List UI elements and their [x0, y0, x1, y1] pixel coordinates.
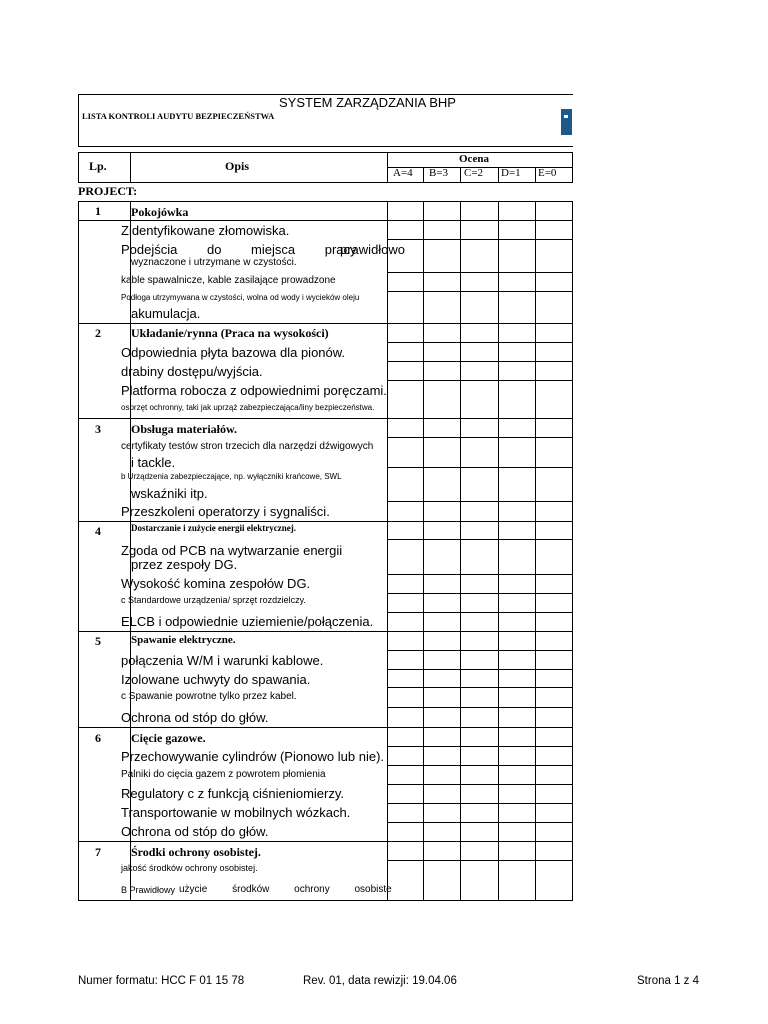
section-4-title: Dostarczanie i zużycie energii elektrycznej. [131, 523, 297, 533]
checklist-item: przez zespoły DG. [131, 557, 238, 572]
revision-info: Rev. 01, data rewizji: 19.04.06 [303, 975, 457, 987]
grade-b-header: B=3 [429, 167, 449, 179]
checklist-item: jakość środków ochrony osobistej. [121, 863, 258, 873]
checklist-item: c Standardowe urządzenia/ sprzęt rozdzielczy. [121, 595, 306, 605]
checklist-item: Przeszkoleni operatorzy i sygnaliści. [121, 504, 330, 519]
checklist-item: kable spawalnicze, kable zasilające prowadzone [121, 275, 336, 286]
table-header [78, 152, 573, 183]
project-label: PROJECT: [78, 184, 138, 198]
checklist-item: Odpowiednia płyta bazowa dla pionów. [121, 345, 346, 360]
grade-a-header: A=4 [393, 167, 413, 179]
ocena-column-header: Ocena [459, 153, 489, 165]
checklist-item: Izolowane uchwyty do spawania. [121, 672, 311, 687]
checklist-item: Zgoda od PCB na wytwarzanie energii [121, 543, 343, 558]
checklist-item: użycie środków ochrony osobiste [179, 884, 392, 895]
checklist-item: Transportowanie w mobilnych wózkach. [121, 805, 351, 820]
section-7-title: Środki ochrony osobistej. [131, 845, 261, 859]
section-3-number: 3 [95, 422, 101, 436]
checklist-item: Przechowywanie cylindrów (Pionowo lub nie). [121, 749, 385, 764]
checklist-item: wskaźniki itp. [131, 486, 208, 501]
section-5-title: Spawanie elektryczne. [131, 634, 236, 646]
section-6-number: 6 [95, 731, 101, 745]
format-number: Numer formatu: HCC F 01 15 78 [78, 975, 245, 987]
section-1-title: Pokojówka [131, 205, 189, 219]
page-number: Strona 1 z 4 [637, 975, 700, 987]
checklist-item: Podłoga utrzymywana w czystości, wolna od wody i wycieków oleju [121, 293, 360, 302]
checklist-item: akumulacja. [131, 306, 201, 321]
checklist-item: Zidentyfikowane złomowiska. [121, 223, 290, 238]
checklist-item: Wysokość komina zespołów DG. [121, 576, 311, 591]
lp-column-header: Lp. [89, 159, 107, 173]
checklist-item: drabiny dostępu/wyjścia. [121, 364, 263, 379]
checklist-item: i tackle. [131, 455, 176, 470]
grade-c-header: C=2 [464, 167, 484, 179]
checklist-item: B Prawidłowy [121, 885, 176, 895]
section-1-number: 1 [95, 204, 101, 218]
section-4-number: 4 [95, 524, 101, 538]
checklist-item: ELCB i odpowiednie uziemienie/połączenia. [121, 614, 374, 629]
opis-column-header: Opis [225, 159, 250, 173]
section-2-title: Układanie/rynna (Praca na wysokości) [131, 326, 329, 340]
company-logo-icon [561, 109, 572, 135]
section-6-title: Cięcie gazowe. [131, 731, 206, 745]
checklist-item: Platforma robocza z odpowiednimi poręczami. [121, 383, 387, 398]
section-3-title: Obsługa materiałów. [131, 422, 238, 436]
audit-checklist-table [78, 201, 573, 901]
checklist-item: c Spawanie powrotne tylko przez kabel. [121, 691, 297, 702]
checklist-title: LISTA KONTROLI AUDYTU BEZPIECZEŃSTWA [82, 111, 275, 121]
grade-e-header: E=0 [538, 167, 557, 179]
checklist-item: osprzęt ochronny, taki jak uprząż zabezpieczająca/liny bezpieczeństwa. [121, 403, 375, 412]
checklist-item: Ochrona od stóp do głów. [121, 710, 269, 725]
checklist-item: prawidłowo [340, 242, 406, 257]
checklist-item: certyfikaty testów stron trzecich dla narzędzi dźwigowych [121, 441, 374, 452]
checklist-item: wyznaczone i utrzymane w czystości. [131, 257, 297, 268]
system-title: SYSTEM ZARZĄDZANIA BHP [279, 95, 456, 110]
section-5-number: 5 [95, 634, 101, 648]
section-2-number: 2 [95, 326, 101, 340]
checklist-item: Palniki do cięcia gazem z powrotem płomienia [121, 769, 326, 780]
checklist-item: b Urządzenia zabezpieczające, np. wyłączniki krańcowe, SWL [121, 472, 342, 481]
checklist-item: Podejścia do miejsca pracy [121, 242, 357, 257]
document-header [78, 94, 573, 147]
checklist-item: Ochrona od stóp do głów. [121, 824, 269, 839]
grade-d-header: D=1 [501, 167, 521, 179]
checklist-item: połączenia W/M i warunki kablowe. [121, 653, 324, 668]
checklist-item: Regulatory c z funkcją ciśnieniomierzy. [121, 786, 345, 801]
section-7-number: 7 [95, 845, 101, 859]
